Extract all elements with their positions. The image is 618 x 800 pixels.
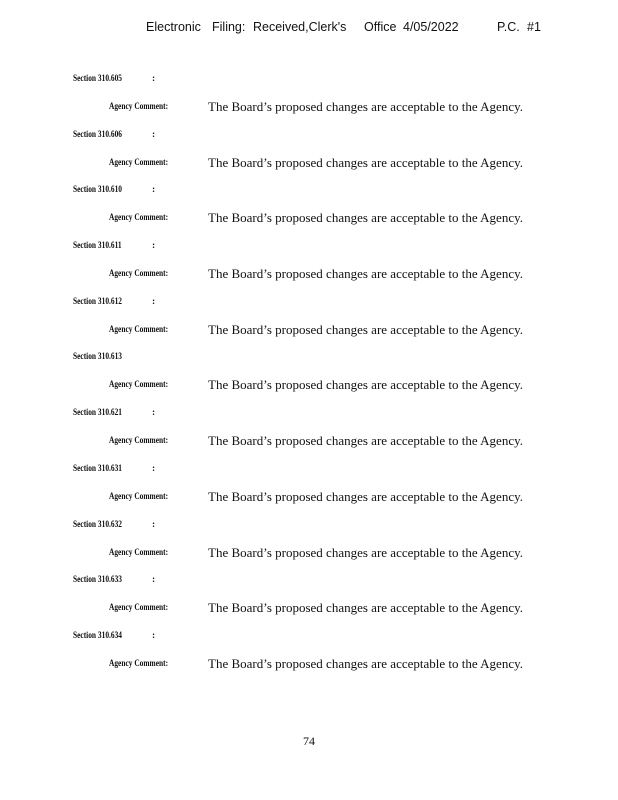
section-colon: : (152, 241, 156, 252)
section-colon: : (152, 463, 156, 474)
section-label: Section 310.612 (73, 296, 122, 307)
section-label: Section 310.610 (73, 185, 122, 196)
header-date: 4/05/2022 (403, 20, 459, 34)
agency-comment-label: Agency Comment: (109, 102, 169, 112)
section-entry (0, 516, 618, 572)
header-pc: P.C. (497, 20, 520, 34)
section-entry (0, 70, 618, 126)
agency-comment-text: The Board’s proposed changes are acceptable to the Agency. (208, 655, 524, 671)
section-colon: : (152, 296, 156, 307)
section-label: Section 310.621 (73, 408, 122, 419)
section-comment-list (0, 70, 618, 683)
agency-comment-label: Agency Comment: (109, 157, 169, 168)
section-entry (0, 460, 618, 516)
header-electronic: Electronic (146, 20, 201, 34)
agency-comment-label: Agency Comment: (109, 213, 169, 224)
agency-comment-text: The Board’s proposed changes are acceptable to the Agency. (208, 377, 524, 393)
agency-comment-label: Agency Comment: (109, 658, 169, 669)
header-filing: Filing: (212, 20, 246, 34)
section-label: Section 310.611 (73, 241, 122, 252)
section-colon: : (152, 519, 156, 530)
agency-comment-text: The Board’s proposed changes are acceptable to the Agency. (208, 154, 524, 170)
section-colon: : (152, 630, 156, 641)
header-received: Received,Clerk's (253, 20, 347, 34)
section-entry (0, 293, 618, 349)
section-label: Section 310.606 (73, 129, 122, 140)
section-entry (0, 348, 618, 404)
agency-comment-label: Agency Comment: (109, 380, 169, 391)
section-entry (0, 181, 618, 237)
section-colon: : (152, 408, 156, 419)
filing-stamp-header (0, 20, 618, 38)
section-entry (0, 571, 618, 627)
header-office: Office (364, 20, 397, 34)
page-number: 74 (303, 734, 315, 748)
agency-comment-text: The Board’s proposed changes are acceptable to the Agency. (208, 266, 524, 282)
agency-comment-label: Agency Comment: (109, 436, 169, 447)
section-entry (0, 126, 618, 182)
section-label: Section 310.634 (73, 630, 122, 641)
section-entry (0, 404, 618, 460)
section-colon: : (152, 129, 156, 140)
agency-comment-text: The Board’s proposed changes are acceptable to the Agency. (208, 544, 524, 560)
agency-comment-text: The Board’s proposed changes are acceptable to the Agency. (208, 433, 524, 449)
agency-comment-label: Agency Comment: (109, 603, 169, 614)
agency-comment-text: The Board’s proposed changes are acceptable to the Agency. (208, 321, 524, 337)
section-colon: : (152, 575, 156, 586)
section-label: Section 310.605 (73, 74, 122, 84)
agency-comment-text: The Board’s proposed changes are acceptable to the Agency. (208, 488, 524, 504)
agency-comment-label: Agency Comment: (109, 547, 169, 558)
section-entry (0, 237, 618, 293)
agency-comment-text: The Board’s proposed changes are acceptable to the Agency. (208, 99, 524, 114)
agency-comment-text: The Board’s proposed changes are acceptable to the Agency. (208, 210, 524, 226)
header-number: #1 (527, 20, 541, 34)
section-label: Section 310.613 (73, 352, 122, 363)
agency-comment-text: The Board’s proposed changes are acceptable to the Agency. (208, 600, 524, 616)
section-label: Section 310.632 (73, 519, 122, 530)
section-colon: : (152, 74, 156, 84)
section-colon: : (152, 185, 156, 196)
agency-comment-label: Agency Comment: (109, 324, 169, 335)
section-label: Section 310.631 (73, 463, 122, 474)
section-entry (0, 627, 618, 683)
agency-comment-label: Agency Comment: (109, 269, 169, 280)
section-label: Section 310.633 (73, 575, 122, 586)
agency-comment-label: Agency Comment: (109, 491, 169, 502)
